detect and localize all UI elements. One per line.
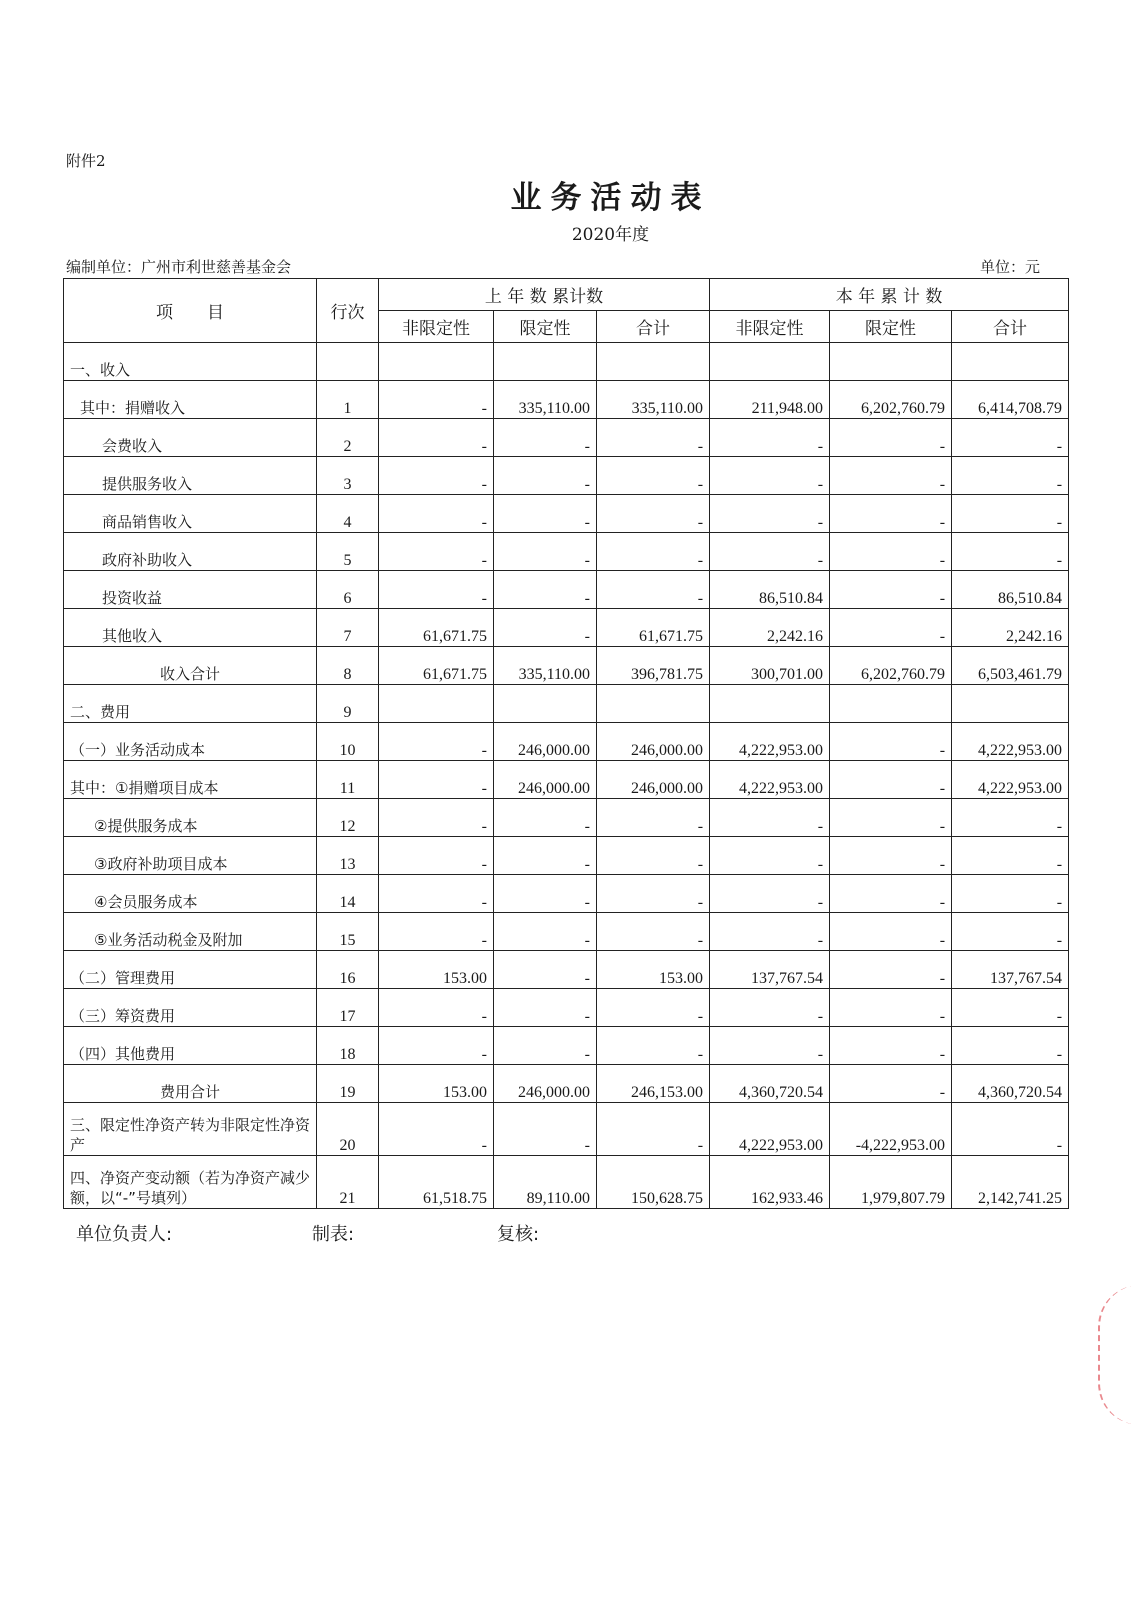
amount-cell: 246,000.00 — [494, 761, 597, 799]
amount-cell — [494, 343, 597, 381]
table-row — [64, 799, 1069, 837]
amount-cell: - — [830, 533, 952, 571]
amount-cell: - — [710, 457, 830, 495]
amount-cell: - — [597, 419, 710, 457]
amount-cell: 61,671.75 — [597, 609, 710, 647]
amount-cell: 335,110.00 — [494, 647, 597, 685]
amount-cell: - — [710, 913, 830, 951]
amount-cell: - — [830, 1027, 952, 1065]
amount-cell: - — [830, 495, 952, 533]
amount-cell: - — [952, 495, 1069, 533]
amount-cell: - — [952, 989, 1069, 1027]
amount-cell — [597, 685, 710, 723]
row-number: 8 — [317, 647, 379, 685]
amount-cell: 4,360,720.54 — [952, 1065, 1069, 1103]
amount-cell: - — [379, 495, 494, 533]
amount-cell: - — [379, 989, 494, 1027]
amount-cell: 61,518.75 — [379, 1156, 494, 1209]
table-row — [64, 609, 1069, 647]
header-row-no: 行次 — [317, 279, 379, 343]
amount-cell: - — [710, 837, 830, 875]
row-number: 12 — [317, 799, 379, 837]
amount-cell — [710, 685, 830, 723]
reviewed-by-signature: 复核: — [497, 1224, 540, 1245]
amount-cell: - — [494, 1027, 597, 1065]
header-prior-unrestricted: 非限定性 — [379, 311, 494, 343]
currency-unit: 单位：元 — [980, 258, 1041, 276]
amount-cell: - — [952, 837, 1069, 875]
table-row — [64, 875, 1069, 913]
amount-cell: - — [830, 837, 952, 875]
amount-cell: 396,781.75 — [597, 647, 710, 685]
amount-cell: - — [597, 837, 710, 875]
business-activity-table — [63, 278, 1069, 1209]
amount-cell: - — [830, 723, 952, 761]
row-number: 14 — [317, 875, 379, 913]
table-row — [64, 495, 1069, 533]
table-row — [64, 913, 1069, 951]
amount-cell: 246,000.00 — [597, 761, 710, 799]
amount-cell: - — [830, 419, 952, 457]
amount-cell: - — [710, 799, 830, 837]
amount-cell: - — [710, 875, 830, 913]
prepared-by-signature: 制表: — [312, 1224, 355, 1245]
amount-cell: 162,933.46 — [710, 1156, 830, 1209]
header-prior-restricted: 限定性 — [494, 311, 597, 343]
amount-cell: - — [379, 875, 494, 913]
table-row — [64, 989, 1069, 1027]
amount-cell: 4,222,953.00 — [710, 1103, 830, 1156]
row-number: 17 — [317, 989, 379, 1027]
amount-cell: - — [952, 457, 1069, 495]
amount-cell: 211,948.00 — [710, 381, 830, 419]
row-number: 16 — [317, 951, 379, 989]
header-current-unrestricted: 非限定性 — [710, 311, 830, 343]
row-label: ②提供服务成本 — [64, 799, 317, 837]
amount-cell: 246,000.00 — [494, 1065, 597, 1103]
header-item: 项 目 — [64, 279, 317, 343]
amount-cell: - — [494, 875, 597, 913]
amount-cell: 61,671.75 — [379, 609, 494, 647]
row-label: 投资收益 — [64, 571, 317, 609]
amount-cell: 2,142,741.25 — [952, 1156, 1069, 1209]
amount-cell — [952, 343, 1069, 381]
amount-cell: 86,510.84 — [710, 571, 830, 609]
amount-cell: 335,110.00 — [597, 381, 710, 419]
amount-cell: 6,503,461.79 — [952, 647, 1069, 685]
table-row — [64, 381, 1069, 419]
amount-cell — [830, 685, 952, 723]
amount-cell: - — [597, 533, 710, 571]
amount-cell: - — [494, 913, 597, 951]
report-year: 2020年度 — [571, 225, 650, 245]
amount-cell: - — [830, 951, 952, 989]
amount-cell: - — [830, 1065, 952, 1103]
amount-cell: - — [494, 799, 597, 837]
amount-cell: - — [830, 609, 952, 647]
amount-cell: - — [494, 989, 597, 1027]
amount-cell: - — [379, 457, 494, 495]
table-row — [64, 647, 1069, 685]
amount-cell: 300,701.00 — [710, 647, 830, 685]
preparer-label: 编制单位：广州市利世慈善基金会 — [66, 258, 292, 276]
amount-cell: - — [952, 913, 1069, 951]
amount-cell: 137,767.54 — [952, 951, 1069, 989]
amount-cell: 6,202,760.79 — [830, 381, 952, 419]
amount-cell: - — [952, 419, 1069, 457]
amount-cell: - — [597, 1027, 710, 1065]
amount-cell: - — [710, 989, 830, 1027]
amount-cell: - — [710, 1027, 830, 1065]
amount-cell: - — [494, 533, 597, 571]
table-row — [64, 571, 1069, 609]
row-number: 18 — [317, 1027, 379, 1065]
amount-cell: 4,222,953.00 — [952, 761, 1069, 799]
amount-cell: - — [379, 723, 494, 761]
amount-cell: 6,202,760.79 — [830, 647, 952, 685]
amount-cell: - — [494, 609, 597, 647]
row-number: 15 — [317, 913, 379, 951]
header-current-restricted: 限定性 — [830, 311, 952, 343]
row-label: （二）管理费用 — [64, 951, 317, 989]
amount-cell: 153.00 — [379, 1065, 494, 1103]
attachment-label: 附件2 — [66, 152, 106, 170]
row-label: 商品销售收入 — [64, 495, 317, 533]
amount-cell — [379, 685, 494, 723]
amount-cell: - — [494, 419, 597, 457]
row-label: 其中：捐赠收入 — [64, 381, 317, 419]
amount-cell: - — [952, 799, 1069, 837]
row-label: （四）其他费用 — [64, 1027, 317, 1065]
row-number: 3 — [317, 457, 379, 495]
amount-cell: - — [379, 1103, 494, 1156]
table-row — [64, 343, 1069, 381]
amount-cell: 335,110.00 — [494, 381, 597, 419]
amount-cell: 150,628.75 — [597, 1156, 710, 1209]
table-row — [64, 951, 1069, 989]
amount-cell: 246,153.00 — [597, 1065, 710, 1103]
row-label: ⑤业务活动税金及附加 — [64, 913, 317, 951]
amount-cell: - — [597, 1103, 710, 1156]
row-label: 费用合计 — [64, 1065, 317, 1103]
amount-cell: - — [830, 989, 952, 1027]
amount-cell: - — [952, 875, 1069, 913]
row-label: 四、净资产变动额（若为净资产减少额，以“-”号填列） — [64, 1156, 317, 1209]
row-number — [317, 343, 379, 381]
table-row — [64, 1027, 1069, 1065]
amount-cell: - — [379, 837, 494, 875]
row-label: 其他收入 — [64, 609, 317, 647]
table-row — [64, 457, 1069, 495]
amount-cell — [379, 343, 494, 381]
amount-cell: - — [379, 533, 494, 571]
amount-cell: 1,979,807.79 — [830, 1156, 952, 1209]
amount-cell — [597, 343, 710, 381]
amount-cell: - — [379, 381, 494, 419]
amount-cell: 137,767.54 — [710, 951, 830, 989]
amount-cell: 2,242.16 — [952, 609, 1069, 647]
amount-cell: 2,242.16 — [710, 609, 830, 647]
row-number: 7 — [317, 609, 379, 647]
row-number: 20 — [317, 1103, 379, 1156]
row-number: 11 — [317, 761, 379, 799]
row-label: 会费收入 — [64, 419, 317, 457]
amount-cell: - — [494, 837, 597, 875]
unit-head-signature: 单位负责人: — [76, 1224, 173, 1245]
row-label: 一、收入 — [64, 343, 317, 381]
row-number: 5 — [317, 533, 379, 571]
amount-cell: - — [597, 571, 710, 609]
amount-cell: - — [494, 1103, 597, 1156]
table-row — [64, 1065, 1069, 1103]
row-label: 三、限定性净资产转为非限定性净资产 — [64, 1103, 317, 1156]
amount-cell: - — [710, 419, 830, 457]
row-label: 收入合计 — [64, 647, 317, 685]
table-row — [64, 761, 1069, 799]
amount-cell: - — [952, 1027, 1069, 1065]
row-label: ③政府补助项目成本 — [64, 837, 317, 875]
amount-cell: - — [830, 913, 952, 951]
row-label: ④会员服务成本 — [64, 875, 317, 913]
amount-cell: - — [597, 457, 710, 495]
amount-cell: - — [494, 495, 597, 533]
amount-cell: - — [494, 951, 597, 989]
header-current-total: 合计 — [952, 311, 1069, 343]
row-label: （三）筹资费用 — [64, 989, 317, 1027]
amount-cell: - — [379, 1027, 494, 1065]
row-number: 6 — [317, 571, 379, 609]
amount-cell: - — [710, 533, 830, 571]
amount-cell: - — [830, 761, 952, 799]
amount-cell: 246,000.00 — [597, 723, 710, 761]
amount-cell: - — [494, 457, 597, 495]
amount-cell — [710, 343, 830, 381]
amount-cell: 4,222,953.00 — [952, 723, 1069, 761]
amount-cell: - — [379, 571, 494, 609]
table-row — [64, 419, 1069, 457]
amount-cell: 4,222,953.00 — [710, 723, 830, 761]
amount-cell: - — [952, 533, 1069, 571]
row-label: 其中：①捐赠项目成本 — [64, 761, 317, 799]
amount-cell: 61,671.75 — [379, 647, 494, 685]
amount-cell: 86,510.84 — [952, 571, 1069, 609]
row-number: 13 — [317, 837, 379, 875]
amount-cell: - — [597, 799, 710, 837]
amount-cell: - — [830, 457, 952, 495]
header-current-year: 本 年 累 计 数 — [710, 279, 1069, 311]
amount-cell: - — [710, 495, 830, 533]
red-seal-stamp — [1098, 1285, 1131, 1425]
row-number: 19 — [317, 1065, 379, 1103]
amount-cell: 4,222,953.00 — [710, 761, 830, 799]
amount-cell: 6,414,708.79 — [952, 381, 1069, 419]
row-number: 21 — [317, 1156, 379, 1209]
row-label: 提供服务收入 — [64, 457, 317, 495]
table-row — [64, 533, 1069, 571]
amount-cell — [830, 343, 952, 381]
table-row — [64, 837, 1069, 875]
amount-cell: 89,110.00 — [494, 1156, 597, 1209]
amount-cell: - — [597, 989, 710, 1027]
row-label: 政府补助收入 — [64, 533, 317, 571]
header-prior-year: 上 年 数 累计数 — [379, 279, 710, 311]
table-row — [64, 1156, 1069, 1209]
amount-cell: - — [830, 875, 952, 913]
amount-cell: - — [952, 1103, 1069, 1156]
amount-cell: - — [830, 799, 952, 837]
amount-cell: - — [597, 913, 710, 951]
amount-cell: - — [494, 571, 597, 609]
row-number: 10 — [317, 723, 379, 761]
amount-cell: - — [597, 495, 710, 533]
amount-cell: - — [379, 799, 494, 837]
amount-cell — [494, 685, 597, 723]
row-number: 1 — [317, 381, 379, 419]
amount-cell: - — [379, 419, 494, 457]
row-label: （一）业务活动成本 — [64, 723, 317, 761]
row-number: 9 — [317, 685, 379, 723]
table-row — [64, 1103, 1069, 1156]
row-label: 二、费用 — [64, 685, 317, 723]
page-title: 业务活动表 — [510, 180, 711, 216]
table-row — [64, 723, 1069, 761]
header-prior-total: 合计 — [597, 311, 710, 343]
amount-cell: - — [597, 875, 710, 913]
amount-cell: 153.00 — [379, 951, 494, 989]
amount-cell: 4,360,720.54 — [710, 1065, 830, 1103]
row-number: 4 — [317, 495, 379, 533]
amount-cell: - — [379, 761, 494, 799]
amount-cell: 246,000.00 — [494, 723, 597, 761]
amount-cell: -4,222,953.00 — [830, 1103, 952, 1156]
amount-cell: - — [830, 571, 952, 609]
amount-cell: - — [379, 913, 494, 951]
amount-cell — [952, 685, 1069, 723]
table-row — [64, 685, 1069, 723]
amount-cell: 153.00 — [597, 951, 710, 989]
row-number: 2 — [317, 419, 379, 457]
